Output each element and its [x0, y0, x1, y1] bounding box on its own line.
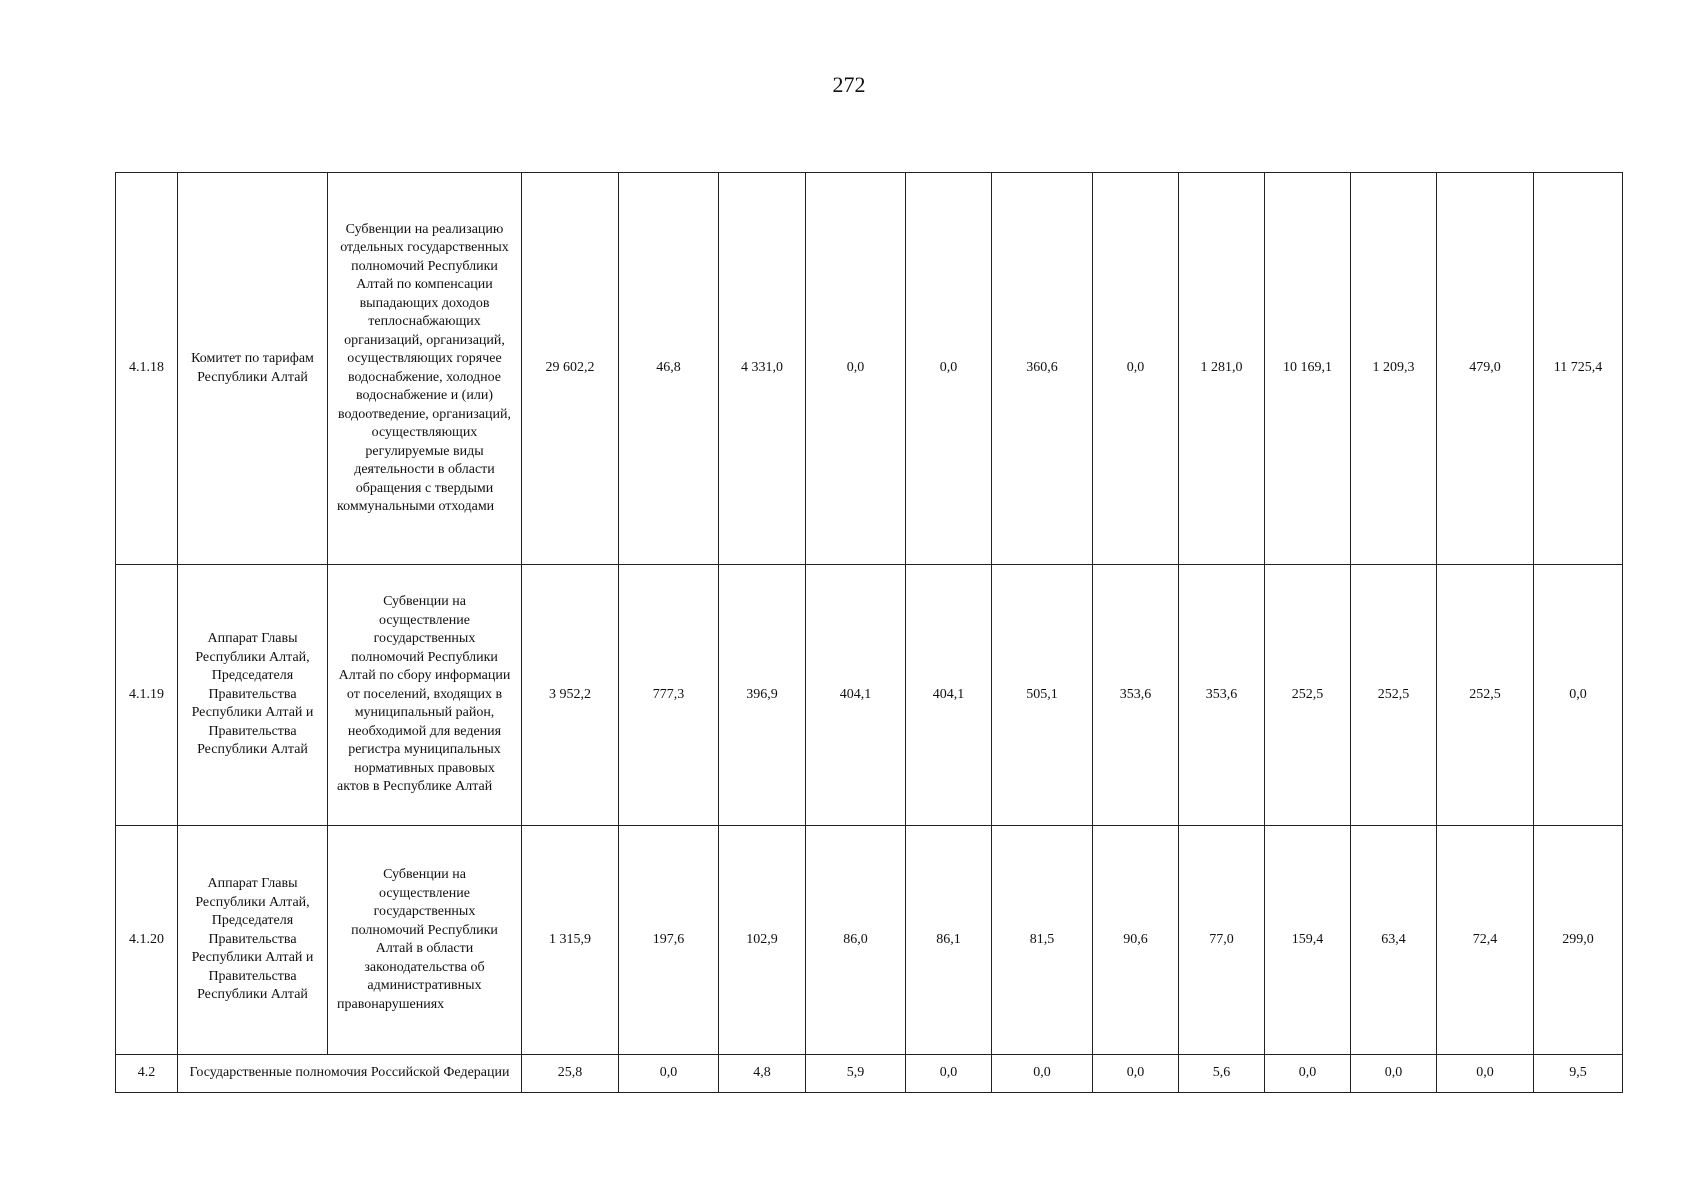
value-cell: 0,0 [619, 1055, 719, 1093]
value-cell: 353,6 [1093, 565, 1179, 826]
row-description: Субвенции на осуществление государственных полномочий Республики Алтай в области законодательства об административных правонарушениях [328, 826, 522, 1055]
value-cell: 0,0 [1265, 1055, 1351, 1093]
value-cell: 46,8 [619, 173, 719, 565]
value-cell: 159,4 [1265, 826, 1351, 1055]
value-cell: 29 602,2 [522, 173, 619, 565]
value-cell: 4,8 [719, 1055, 806, 1093]
value-cell: 0,0 [1351, 1055, 1437, 1093]
value-cell: 4 331,0 [719, 173, 806, 565]
value-cell: 81,5 [992, 826, 1093, 1055]
value-cell: 0,0 [806, 173, 906, 565]
value-cell: 777,3 [619, 565, 719, 826]
row-code: 4.2 [116, 1055, 178, 1093]
value-cell: 72,4 [1437, 826, 1534, 1055]
responsible-organization: Комитет по тарифам Республики Алтай [178, 173, 328, 565]
table-row [116, 826, 1623, 1055]
value-cell: 505,1 [992, 565, 1093, 826]
value-cell: 0,0 [1093, 1055, 1179, 1093]
value-cell: 11 725,4 [1534, 173, 1623, 565]
value-cell: 0,0 [992, 1055, 1093, 1093]
responsible-organization: Аппарат Главы Республики Алтай, Председателя Правительства Республики Алтай и Правительства Республики Алтай [178, 565, 328, 826]
value-cell: 5,9 [806, 1055, 906, 1093]
page-number: 272 [832, 72, 866, 97]
value-cell: 1 209,3 [1351, 173, 1437, 565]
budget-table [115, 172, 1623, 1093]
value-cell: 1 281,0 [1179, 173, 1265, 565]
value-cell: 252,5 [1437, 565, 1534, 826]
value-cell: 252,5 [1265, 565, 1351, 826]
table-row [116, 565, 1623, 826]
row-description: Государственные полномочия Российской Федерации [178, 1055, 522, 1093]
row-description: Субвенции на реализацию отдельных государственных полномочий Республики Алтай по компенсации выпадающих доходов теплоснабжающих организаций, организаций, осуществляющих горячее водоснабжение, холодное водоснабжение и (или) водоотведение, организаций, осуществляющих регулируемые виды деятельности в области обращения с твердыми коммунальными отходами [328, 173, 522, 565]
value-cell: 404,1 [806, 565, 906, 826]
value-cell: 0,0 [1093, 173, 1179, 565]
value-cell: 77,0 [1179, 826, 1265, 1055]
value-cell: 353,6 [1179, 565, 1265, 826]
value-cell: 102,9 [719, 826, 806, 1055]
value-cell: 5,6 [1179, 1055, 1265, 1093]
row-description: Субвенции на осуществление государственных полномочий Республики Алтай по сбору информации от поселений, входящих в муниципальный район, необходимой для ведения регистра муниципальных нормативных правовых актов в Республике Алтай [328, 565, 522, 826]
value-cell: 0,0 [906, 173, 992, 565]
value-cell: 0,0 [906, 1055, 992, 1093]
value-cell: 197,6 [619, 826, 719, 1055]
value-cell: 479,0 [1437, 173, 1534, 565]
value-cell: 0,0 [1534, 565, 1623, 826]
row-code: 4.1.18 [116, 173, 178, 565]
responsible-organization: Аппарат Главы Республики Алтай, Председателя Правительства Республики Алтай и Правительства Республики Алтай [178, 826, 328, 1055]
table-row [116, 173, 1623, 565]
value-cell: 63,4 [1351, 826, 1437, 1055]
value-cell: 404,1 [906, 565, 992, 826]
value-cell: 86,0 [806, 826, 906, 1055]
value-cell: 396,9 [719, 565, 806, 826]
row-code: 4.1.19 [116, 565, 178, 826]
table-row [116, 1055, 1623, 1093]
value-cell: 1 315,9 [522, 826, 619, 1055]
value-cell: 9,5 [1534, 1055, 1623, 1093]
row-code: 4.1.20 [116, 826, 178, 1055]
value-cell: 0,0 [1437, 1055, 1534, 1093]
value-cell: 299,0 [1534, 826, 1623, 1055]
value-cell: 25,8 [522, 1055, 619, 1093]
value-cell: 10 169,1 [1265, 173, 1351, 565]
value-cell: 3 952,2 [522, 565, 619, 826]
value-cell: 360,6 [992, 173, 1093, 565]
value-cell: 86,1 [906, 826, 992, 1055]
value-cell: 90,6 [1093, 826, 1179, 1055]
value-cell: 252,5 [1351, 565, 1437, 826]
